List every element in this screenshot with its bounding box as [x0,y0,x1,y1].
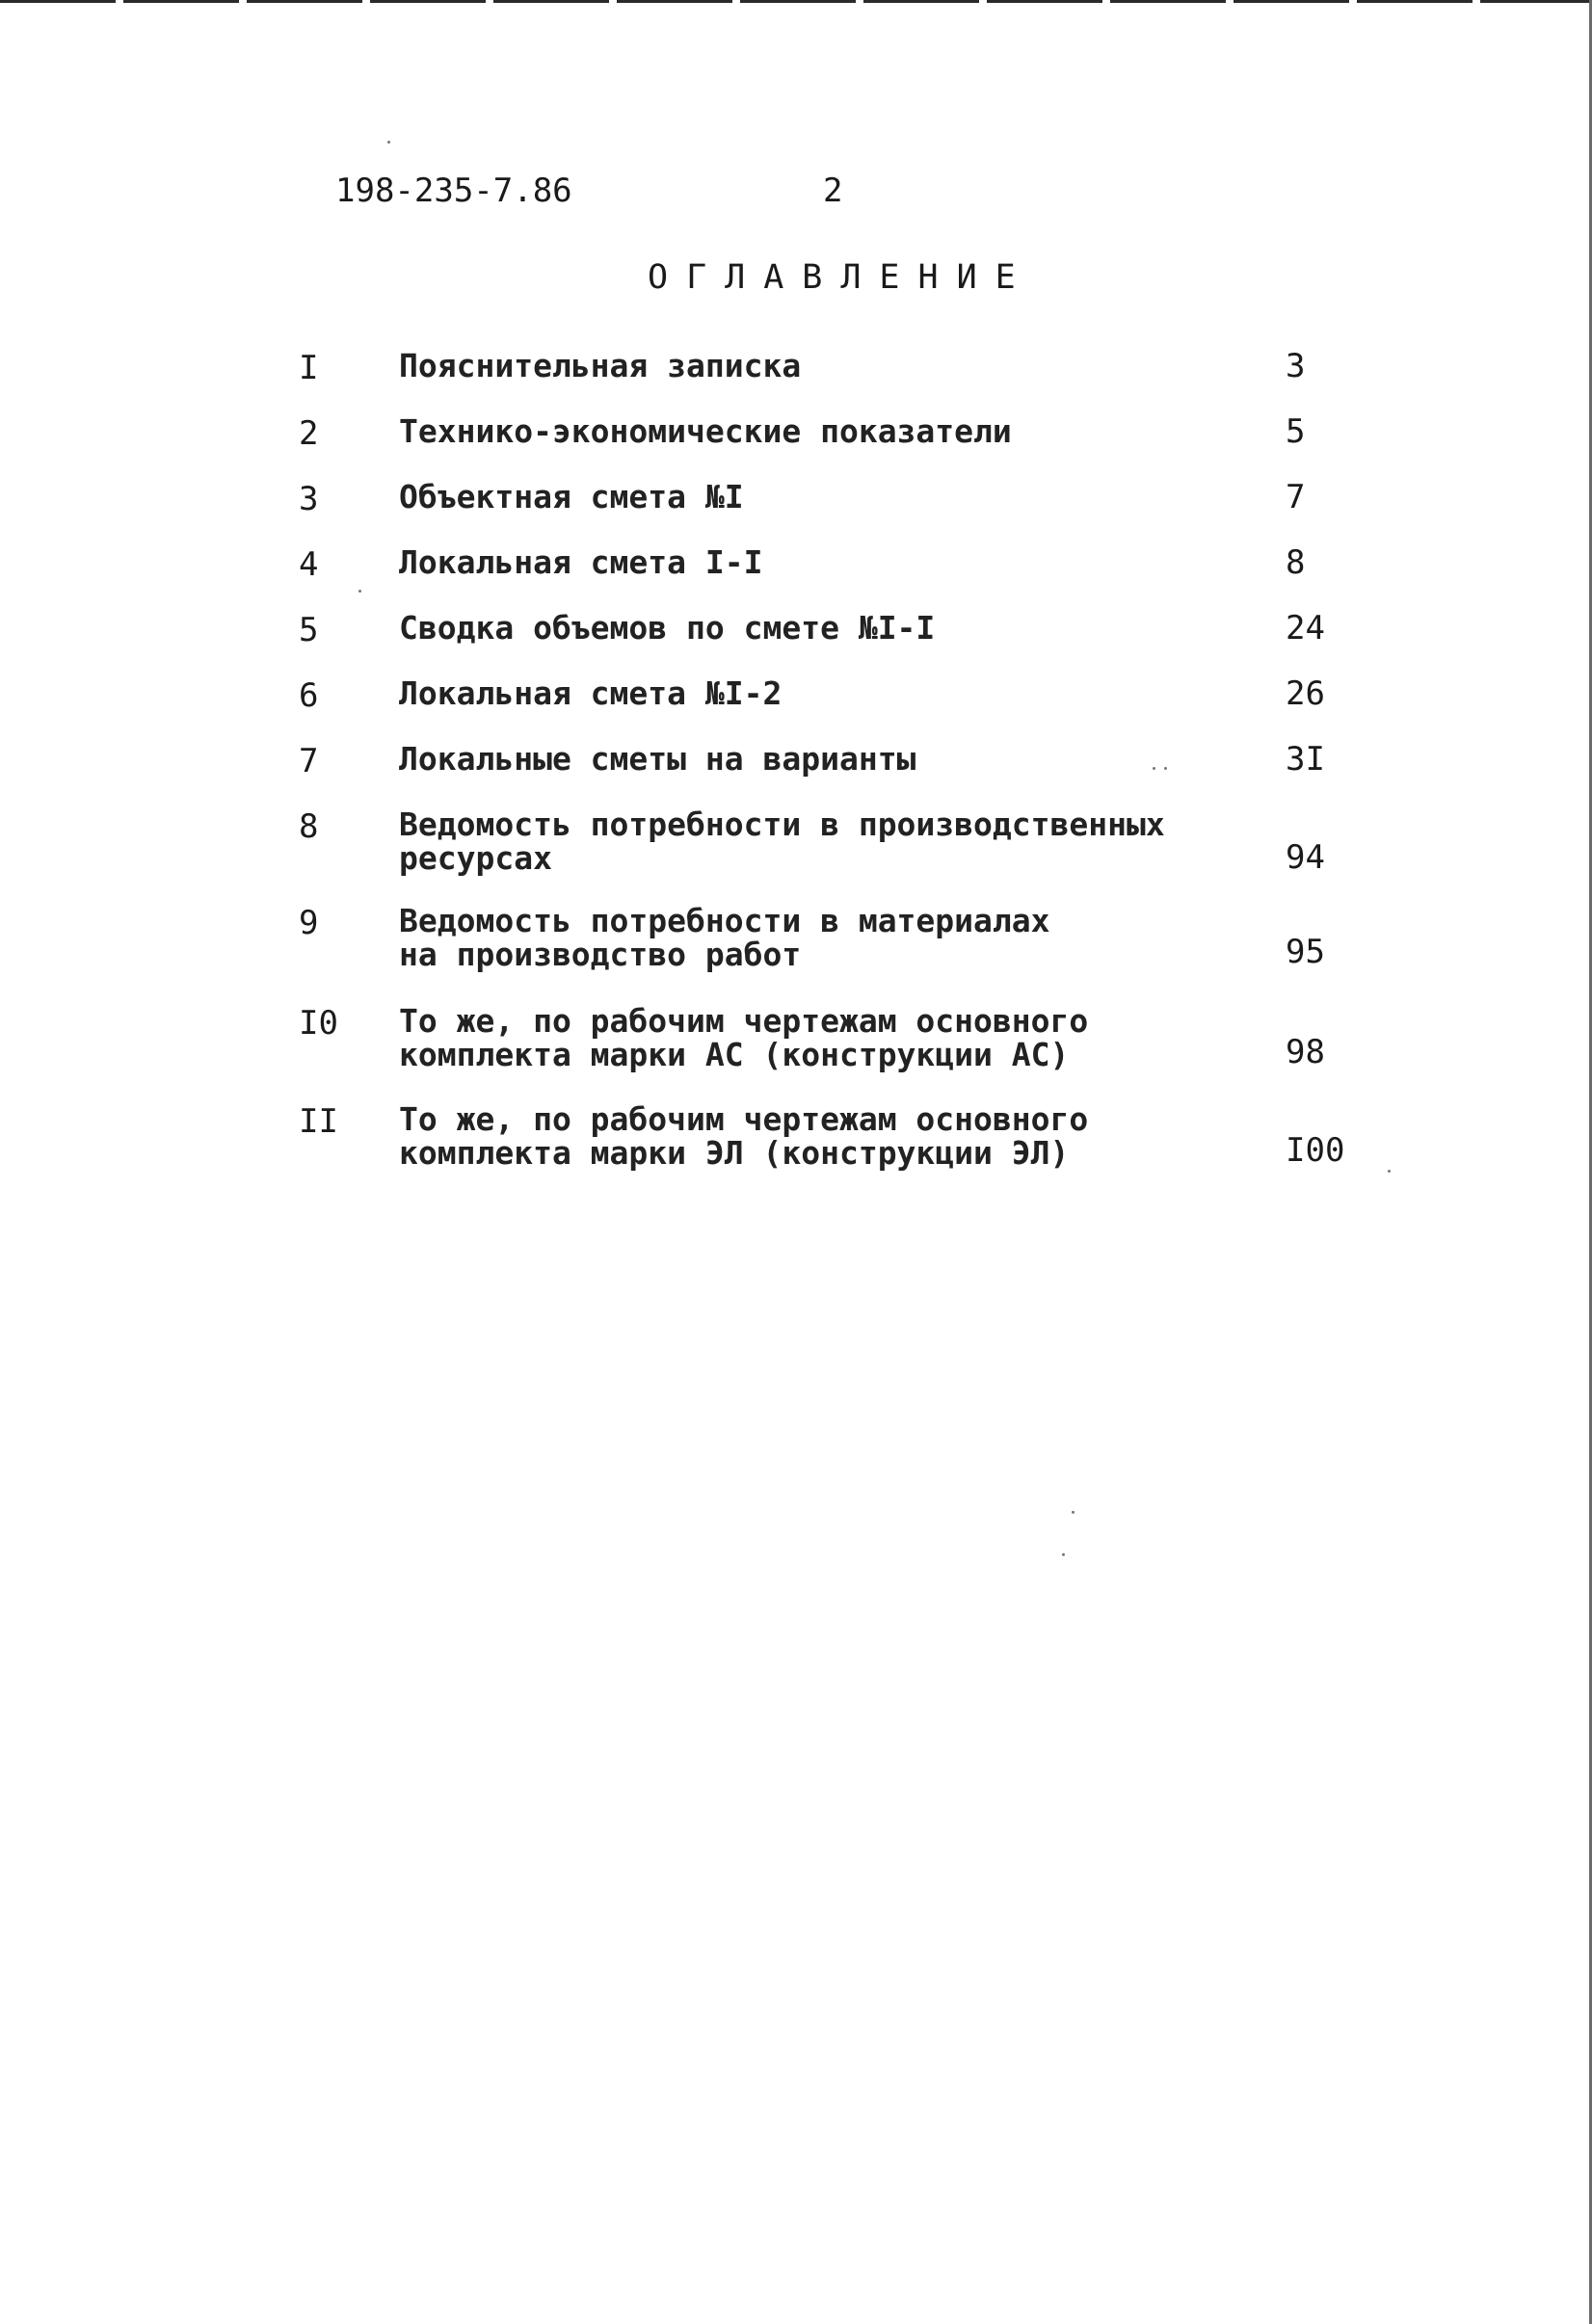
scan-speck [387,141,390,144]
toc-entry-number: 8 [299,807,319,846]
scan-speck [1388,1170,1391,1173]
toc-entry-page: 95 [1286,933,1325,971]
toc-entry-number: 5 [299,611,319,649]
toc-entry-title [399,1004,1088,1071]
toc-entry-title [399,480,744,514]
toc-entry-line: То же, по рабочим чертежам основного [399,1002,1089,1040]
scan-speck [1164,767,1167,770]
toc-entry-line: комплекта марки АС (конструкции АС) [399,1036,1070,1073]
toc-entry-title [399,807,1165,875]
toc-entry-line: Ведомость потребности в производственных [399,805,1165,843]
toc-entry-title [399,611,935,645]
toc-entry-title [399,414,1012,448]
toc-entry-line: Пояснительная записка [399,347,802,384]
scan-speck [1153,767,1155,770]
toc-entry-page: 7 [1286,478,1306,516]
toc-entry-number: II [299,1102,338,1141]
toc-entry-title [399,545,763,579]
toc-entry-page: I00 [1286,1131,1345,1170]
toc-entry-line: Объектная смета №I [399,478,744,515]
toc-entry-line: комплекта марки ЭЛ (конструкции ЭЛ) [399,1134,1070,1172]
toc-entry-line: Локальная смета №I-2 [399,674,783,712]
toc-entry-title [399,676,782,710]
toc-entry-title [399,904,1050,971]
toc-entry-page: 98 [1286,1033,1325,1071]
scan-speck [358,590,361,593]
toc-entry-line: Локальные сметы на варианты [399,740,916,778]
toc-entry-title [399,1102,1088,1170]
toc-entry-number: 4 [299,545,319,584]
scan-speck [1062,1553,1065,1556]
document-code: 198-235-7.86 [335,172,572,210]
toc-entry-number: I [299,349,319,387]
toc-entry-line: То же, по рабочим чертежам основного [399,1100,1089,1138]
toc-entry-number: 9 [299,904,319,942]
toc-entry-number: 3 [299,480,319,518]
toc-entry-title [399,349,801,383]
toc-entry-line: на производство работ [399,936,802,973]
page-number: 2 [823,172,843,210]
toc-entry-page: 24 [1286,609,1325,647]
toc-entry-number: 2 [299,414,319,453]
toc-entry-page: 94 [1286,838,1325,877]
toc-entry-title [399,742,915,776]
toc-entry-number: I0 [299,1004,338,1043]
toc-entry-number: 6 [299,676,319,715]
toc-entry-line: ресурсах [399,839,552,877]
toc-entry-line: Технико-экономические показатели [399,412,1012,450]
toc-title: ОГЛАВЛЕНИЕ [648,258,1034,297]
toc-entry-page: 3 [1286,347,1306,385]
toc-entry-page: 3I [1286,740,1325,779]
toc-entry-page: 8 [1286,543,1306,582]
toc-entry-page: 26 [1286,674,1325,713]
toc-entry-line: Ведомость потребности в материалах [399,902,1050,939]
toc-entry-line: Сводка объемов по смете №I-I [399,609,936,647]
toc-entry-number: 7 [299,742,319,780]
toc-entry-page: 5 [1286,412,1306,451]
toc-entry-line: Локальная смета I-I [399,543,763,581]
scan-edge-top [0,0,1592,3]
scan-speck [1072,1511,1075,1514]
